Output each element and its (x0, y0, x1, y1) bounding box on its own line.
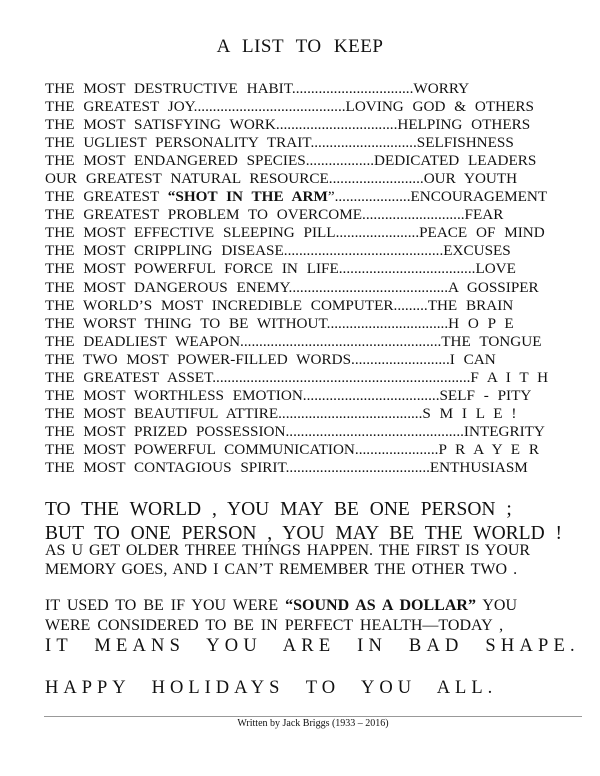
dollar-line-1-pre: IT USED TO BE IF YOU WERE (45, 597, 286, 614)
list-item (45, 297, 585, 315)
item-label: THE MOST PRIZED POSSESSION (45, 422, 286, 440)
item-label: THE MOST SATISFYING WORK (45, 116, 276, 134)
item-label: THE DEADLIEST WEAPON (45, 332, 241, 350)
list-item (45, 369, 585, 387)
leader-dots: .................................... (338, 260, 476, 278)
item-label: THE MOST ENDANGERED SPECIES (45, 152, 306, 170)
list-item (45, 351, 585, 369)
item-label: THE MOST BEAUTIFUL ATTIRE (45, 404, 279, 422)
item-label: THE MOST POWERFUL COMMUNICATION (45, 440, 355, 458)
item-label-suffix: ” (327, 188, 335, 206)
dollar-line-2: WERE CONSIDERED TO BE IN PERFECT HEALTH—TODAY , (45, 616, 504, 634)
older-line-2: MEMORY GOES, AND I CAN’T REMEMBER THE OTHER TWO . (45, 561, 518, 578)
dollar-line-1 (45, 596, 580, 616)
item-label: THE GREATEST JOY (45, 98, 194, 116)
item-label: THE MOST WORTHLESS EMOTION (45, 386, 303, 404)
author-credit: Written by Jack Briggs (1933 – 2016) (237, 718, 389, 729)
item-answer: FEAR (464, 206, 504, 224)
item-answer: THE TONGUE (441, 332, 542, 350)
leader-dots: ................................ (275, 116, 398, 134)
list-item (45, 134, 585, 152)
leader-dots: ............................ (310, 134, 417, 152)
quote-line-1: TO THE WORLD , YOU MAY BE ONE PERSON ; (45, 499, 512, 520)
item-label: THE TWO MOST POWER-FILLED WORDS (45, 350, 352, 368)
list-item (45, 333, 585, 351)
leader-dots: .......................................... (283, 242, 444, 260)
list-item (45, 315, 585, 333)
list-item (45, 170, 585, 188)
item-label: THE MOST POWERFUL FORCE IN LIFE (45, 260, 339, 278)
list-item (45, 242, 585, 260)
older-line-1: AS U GET OLDER THREE THINGS HAPPEN. THE FIRST IS YOUR (45, 542, 531, 559)
list-item (45, 441, 585, 459)
item-answer: ENTHUSIASM (429, 458, 528, 476)
item-answer: PEACE OF MIND (419, 224, 545, 242)
list-item (45, 423, 585, 441)
item-label: THE MOST DANGEROUS ENEMY (45, 278, 289, 296)
page-title: A LIST TO KEEP (216, 36, 384, 57)
item-answer: OUR YOUTH (423, 170, 518, 188)
leader-dots: ........................... (362, 206, 465, 224)
item-answer: H O P E (448, 314, 514, 332)
item-answer: S M I L E ! (422, 404, 517, 422)
item-label: THE GREATEST (45, 188, 168, 206)
dollar-line-1-post: YOU (475, 597, 518, 614)
leader-dots: .......................................... (288, 278, 448, 296)
item-answer: INTEGRITY (463, 422, 545, 440)
item-answer: A GOSSIPER (448, 278, 539, 296)
item-label: THE GREATEST ASSET (45, 368, 213, 386)
item-label: THE GREATEST PROBLEM TO OVERCOME (45, 206, 363, 224)
item-label: THE MOST DESTRUCTIVE HABIT (45, 80, 292, 97)
dollar-line-3: IT MEANS YOU ARE IN BAD SHAPE. (45, 636, 580, 656)
leader-dots: ...................... (335, 224, 420, 242)
list-item (45, 387, 585, 405)
list-to-keep (45, 80, 585, 477)
item-answer: DEDICATED LEADERS (374, 152, 537, 170)
leader-dots: .................... (334, 188, 411, 206)
list-item (45, 405, 585, 423)
leader-dots: .................. (305, 152, 375, 170)
list-item (45, 206, 585, 224)
item-answer: EXCUSES (443, 242, 511, 260)
item-answer: THE BRAIN (427, 296, 514, 314)
list-item (45, 224, 585, 242)
item-label: OUR GREATEST NATURAL RESOURCE (45, 170, 329, 188)
item-label: THE WORST THING TO BE WITHOUT (45, 314, 327, 332)
item-answer: ENCOURAGEMENT (410, 188, 548, 206)
leader-dots: ...................................... (278, 404, 423, 422)
leader-dots: ............................................... (285, 422, 464, 440)
list-item (45, 279, 585, 297)
list-item (45, 188, 585, 206)
sound-as-dollar-joke (45, 596, 580, 657)
getting-older-joke (45, 541, 530, 579)
footer-divider (44, 716, 582, 717)
leader-dots: ...................... (354, 440, 439, 458)
leader-dots: ................................ (326, 314, 449, 332)
item-answer: WORRY (413, 80, 470, 97)
quote-line-2: BUT TO ONE PERSON , YOU MAY BE THE WORLD ! (45, 523, 563, 544)
item-label: THE MOST CRIPPLING DISEASE (45, 242, 284, 260)
item-answer: I CAN (449, 350, 496, 368)
list-item (45, 152, 585, 170)
item-label: THE MOST EFFECTIVE SLEEPING PILL (45, 224, 336, 242)
closing-greeting: HAPPY HOLIDAYS TO YOU ALL. (45, 678, 498, 698)
item-answer: LOVE (475, 260, 516, 278)
item-label: THE WORLD’S MOST INCREDIBLE COMPUTER (45, 296, 394, 314)
dollar-line-1-bold: “SOUND AS A DOLLAR” (285, 597, 476, 614)
item-answer: HELPING OTHERS (397, 116, 531, 134)
leader-dots: .......................... (351, 350, 450, 368)
leader-dots: ................................ (291, 80, 414, 97)
item-answer: LOVING GOD & OTHERS (345, 98, 534, 116)
leader-dots: ...................................... (285, 458, 430, 476)
item-answer: P R A Y E R (438, 440, 539, 458)
leader-dots: .................................................................... (212, 368, 471, 386)
item-label: THE MOST CONTAGIOUS SPIRIT (45, 458, 286, 476)
item-label: THE UGLIEST PERSONALITY TRAIT (45, 134, 311, 152)
item-label-bold: “SHOT IN THE ARM (167, 188, 328, 206)
item-answer: SELFISHNESS (416, 134, 514, 152)
item-answer: SELF - PITY (439, 386, 532, 404)
leader-dots: ......... (393, 296, 428, 314)
item-answer: F A I T H (470, 368, 549, 386)
list-item (45, 98, 585, 116)
leader-dots: ......................... (328, 170, 424, 188)
leader-dots: ........................................ (193, 98, 346, 116)
list-item (45, 459, 585, 477)
list-item (45, 80, 585, 98)
leader-dots: .................................... (302, 386, 440, 404)
list-item (45, 260, 585, 278)
world-quote (45, 498, 562, 546)
leader-dots: ..................................................... (240, 332, 442, 350)
list-item (45, 116, 585, 134)
